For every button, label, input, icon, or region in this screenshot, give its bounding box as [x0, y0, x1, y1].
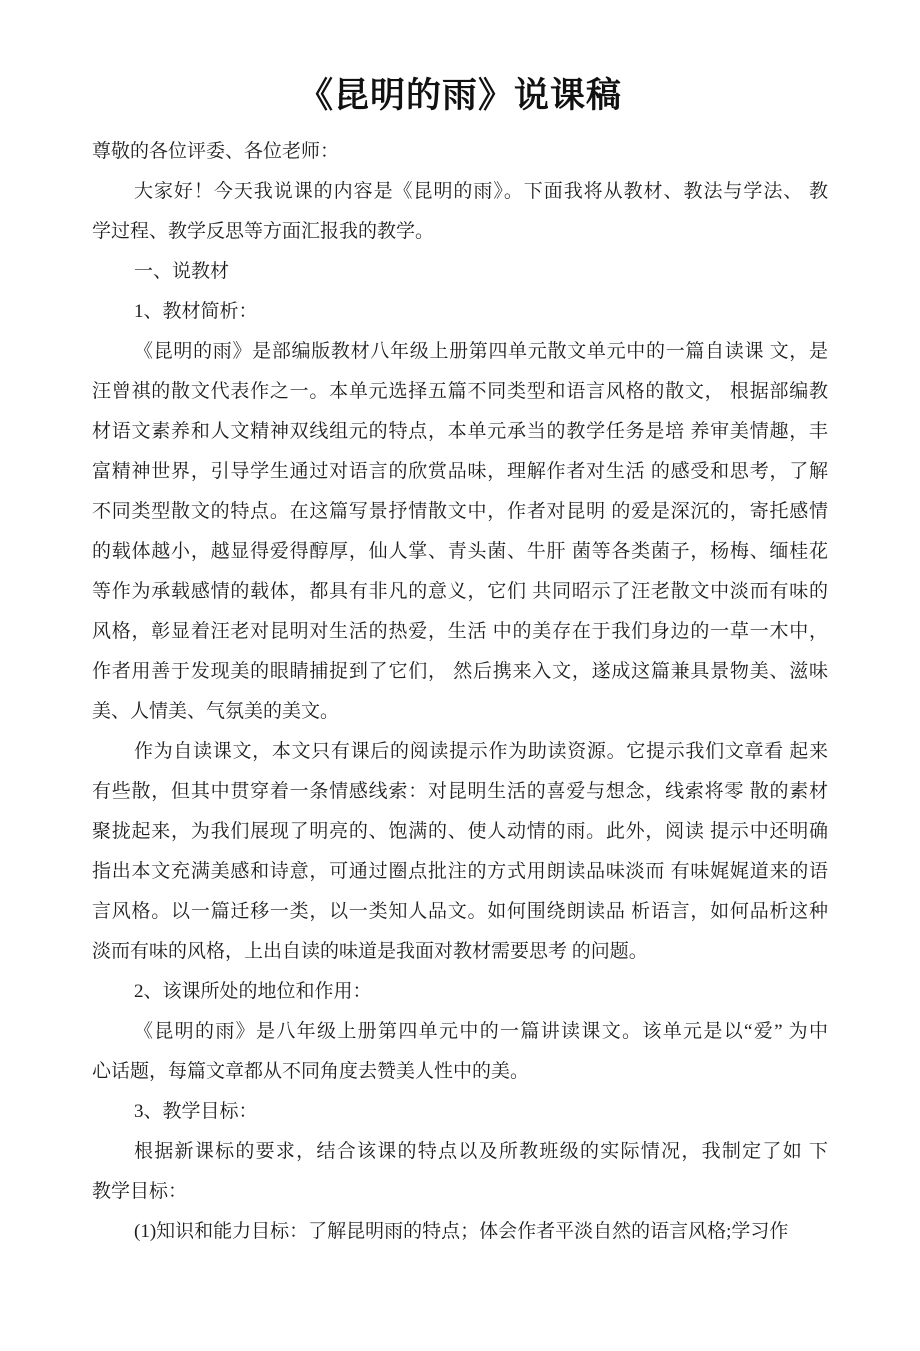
text-line: 心话题，每篇文章都从不同角度去赞美人性中的美。: [92, 1061, 530, 1082]
text-line: 等作为承载感情的载体，都具有非凡的意义，它们 共同昭示了汪老散文中淡而有味的: [92, 581, 828, 602]
text-line: 尊敬的各位评委、各位老师：: [92, 141, 340, 162]
text-line: 大家好！今天我说课的内容是《昆明的雨》。下面我将从教材、教法与学法、 教: [134, 181, 828, 202]
text-line: 一、说教材: [134, 261, 230, 282]
text-line: 3、教学目标：: [134, 1101, 258, 1122]
text-line: 美、人情美、气氛美的美文。: [92, 701, 340, 722]
text-line: (1)知识和能力目标：了解昆明雨的特点；体会作者平淡自然的语言风格;学习作: [134, 1221, 789, 1242]
text-line: 指出本文充满美感和诗意，可通过圈点批注的方式用朗读品味淡而 有味娓娓道来的语: [92, 861, 828, 882]
text-line: 根据新课标的要求，结合该课的特点以及所教班级的实际情况，我制定了如 下: [134, 1141, 828, 1162]
text-line: 《昆明的雨》是部编版教材八年级上册第四单元散文单元中的一篇自读课 文，是: [134, 341, 828, 362]
text-line: 教学目标：: [92, 1181, 188, 1202]
text-line: 《昆明的雨》是八年级上册第四单元中的一篇讲读课文。该单元是以“爱” 为中: [134, 1021, 828, 1042]
text-line: 的载体越小，越显得爱得醇厚，仙人掌、青头菌、牛肝 菌等各类菌子，杨梅、缅桂花: [92, 541, 828, 562]
text-line: 有些散，但其中贯穿着一条情感线索：对昆明生活的喜爱与想念，线索将零 散的素材: [92, 781, 828, 802]
text-line: 2、该课所处的地位和作用：: [134, 981, 372, 1002]
text-line: 汪曾祺的散文代表作之一。本单元选择五篇不同类型和语言风格的散文， 根据部编教: [92, 381, 828, 402]
text-line: 不同类型散文的特点。在这篇写景抒情散文中，作者对昆明 的爱是深沉的，寄托感情: [92, 501, 828, 522]
text-line: 风格，彰显着汪老对昆明对生活的热爱，生活 中的美存在于我们身边的一草一木中，: [92, 621, 828, 642]
text-line: 聚拢起来，为我们展现了明亮的、饱满的、使人动情的雨。此外，阅读 提示中还明确: [92, 821, 828, 842]
text-line: 言风格。以一篇迁移一类，以一类知人品文。如何围绕朗读品 析语言，如何品析这种: [92, 901, 828, 922]
text-line: 作为自读课文，本文只有课后的阅读提示作为助读资源。它提示我们文章看 起来: [134, 741, 828, 762]
text-line: 淡而有味的风格，上出自读的味道是我面对教材需要思考 的问题。: [92, 941, 648, 962]
document-body: [92, 132, 828, 1252]
text-line: 材语文素养和人文精神双线组元的特点，本单元承当的教学任务是培 养审美情趣，丰: [92, 421, 828, 442]
text-line: 1、教材简析：: [134, 301, 258, 322]
document-title: 《昆明的雨》说课稿: [297, 76, 622, 115]
text-line: 学过程、教学反思等方面汇报我的教学。: [92, 221, 435, 242]
text-line: 作者用善于发现美的眼睛捕捉到了它们， 然后携来入文，遂成这篇兼具景物美、滋味: [92, 661, 828, 682]
text-line: 富精神世界，引导学生通过对语言的欣赏品味，理解作者对生活 的感受和思考，了解: [92, 461, 828, 482]
